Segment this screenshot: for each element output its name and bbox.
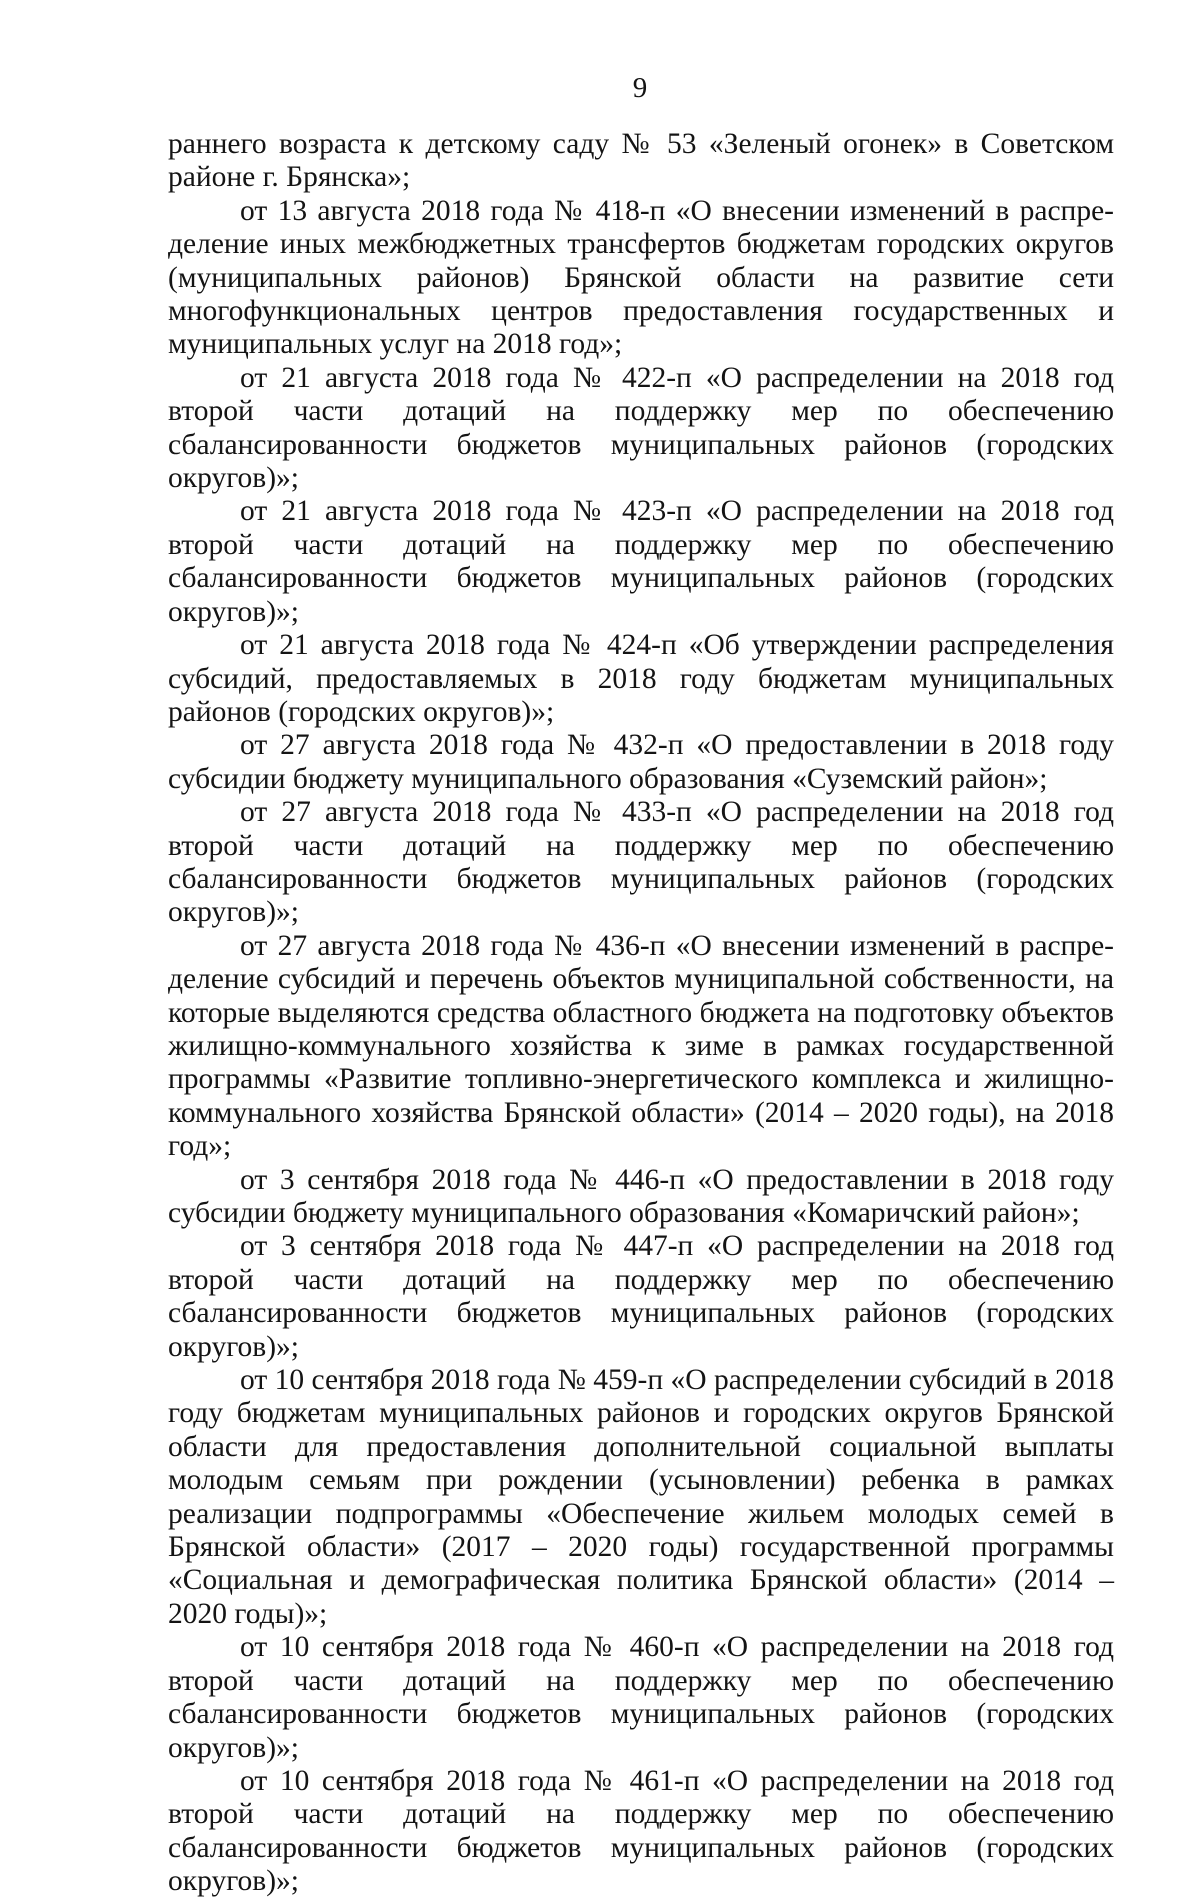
decree-item-461: от 10 сентября 2018 года № 461-п «О распределении на 2018 год второй части дотаций на поддержку мер по обеспечению сбалансированности бюджетов муниципальных районов (городских округов)»;: [168, 1764, 1114, 1898]
decree-item-459: от 10 сентября 2018 года № 459-п «О распределении субсидий в 2018 году бюджетам муниципальных районов и городских округов Брянской области для предоставления дополнительной социальной выплаты молодым семьям при рождении (усыновлении) ребенка в рамках реализации подпрограммы «Обеспечение жильем молодых семей в Брянской области» (2017 – 2020 годы) государственной программы «Социальная и демографическая политика Брянской области» (2014 – 2020 годы)»;: [168, 1364, 1114, 1630]
paragraph-continuation: раннего возраста к детскому саду № 53 «Зеленый огонек» в Советском районе г. Брянска»;: [168, 128, 1114, 194]
document-body: [168, 128, 1114, 1899]
decree-item-447: от 3 сентября 2018 года № 447-п «О распределении на 2018 год второй части дотаций на поддержку мер по обеспечению сбалансированности бюджетов муниципальных районов (городских округов)»;: [168, 1230, 1114, 1363]
page-number: 9: [632, 72, 648, 104]
decree-item-436: от 27 августа 2018 года № 436-п «О внесении изменений в распределение субсидий и перечень объектов муниципальной собственности, на которые выделяются средства областного бюджета на подготовку объектов жилищно-коммунального хозяйства к зиме в рамках государственной программы «Развитие топливно-энергетического комплекса и жилищно-коммунального хозяйства Брянской области» (2014 – 2020 годы), на 2018 год»;: [168, 929, 1114, 1163]
decree-item-460: от 10 сентября 2018 года № 460-п «О распределении на 2018 год второй части дотаций на поддержку мер по обеспечению сбалансированности бюджетов муниципальных районов (городских округов)»;: [168, 1631, 1114, 1764]
decree-item-446: от 3 сентября 2018 года № 446-п «О предоставлении в 2018 году субсидии бюджету муниципального образования «Комаричский район»;: [168, 1163, 1114, 1229]
decree-item-423: от 21 августа 2018 года № 423-п «О распределении на 2018 год второй части дотаций на поддержку мер по обеспечению сбалансированности бюджетов муниципальных районов (городских округов)»;: [168, 495, 1114, 628]
decree-item-422: от 21 августа 2018 года № 422-п «О распределении на 2018 год второй части дотаций на поддержку мер по обеспечению сбалансированности бюджетов муниципальных районов (городских округов)»;: [168, 361, 1114, 495]
decree-item-433: от 27 августа 2018 года № 433-п «О распределении на 2018 год второй части дотаций на поддержку мер по обеспечению сбалансированности бюджетов муниципальных районов (городских округов)»;: [168, 796, 1114, 929]
decree-item-432: от 27 августа 2018 года № 432-п «О предоставлении в 2018 году субсидии бюджету муниципального образования «Суземский район»;: [168, 729, 1114, 795]
decree-item-418: от 13 августа 2018 года № 418-п «О внесении изменений в распределение иных межбюджетных трансфертов бюджетам городских округов (муниципальных районов) Брянской области на развитие сети многофункциональных центров предоставления государственных и муниципальных услуг на 2018 год»;: [168, 194, 1114, 361]
decree-item-424: от 21 августа 2018 года № 424-п «Об утверждении распределения субсидий, предоставляемых в 2018 году бюджетам муниципальных районов (городских округов)»;: [168, 629, 1114, 728]
